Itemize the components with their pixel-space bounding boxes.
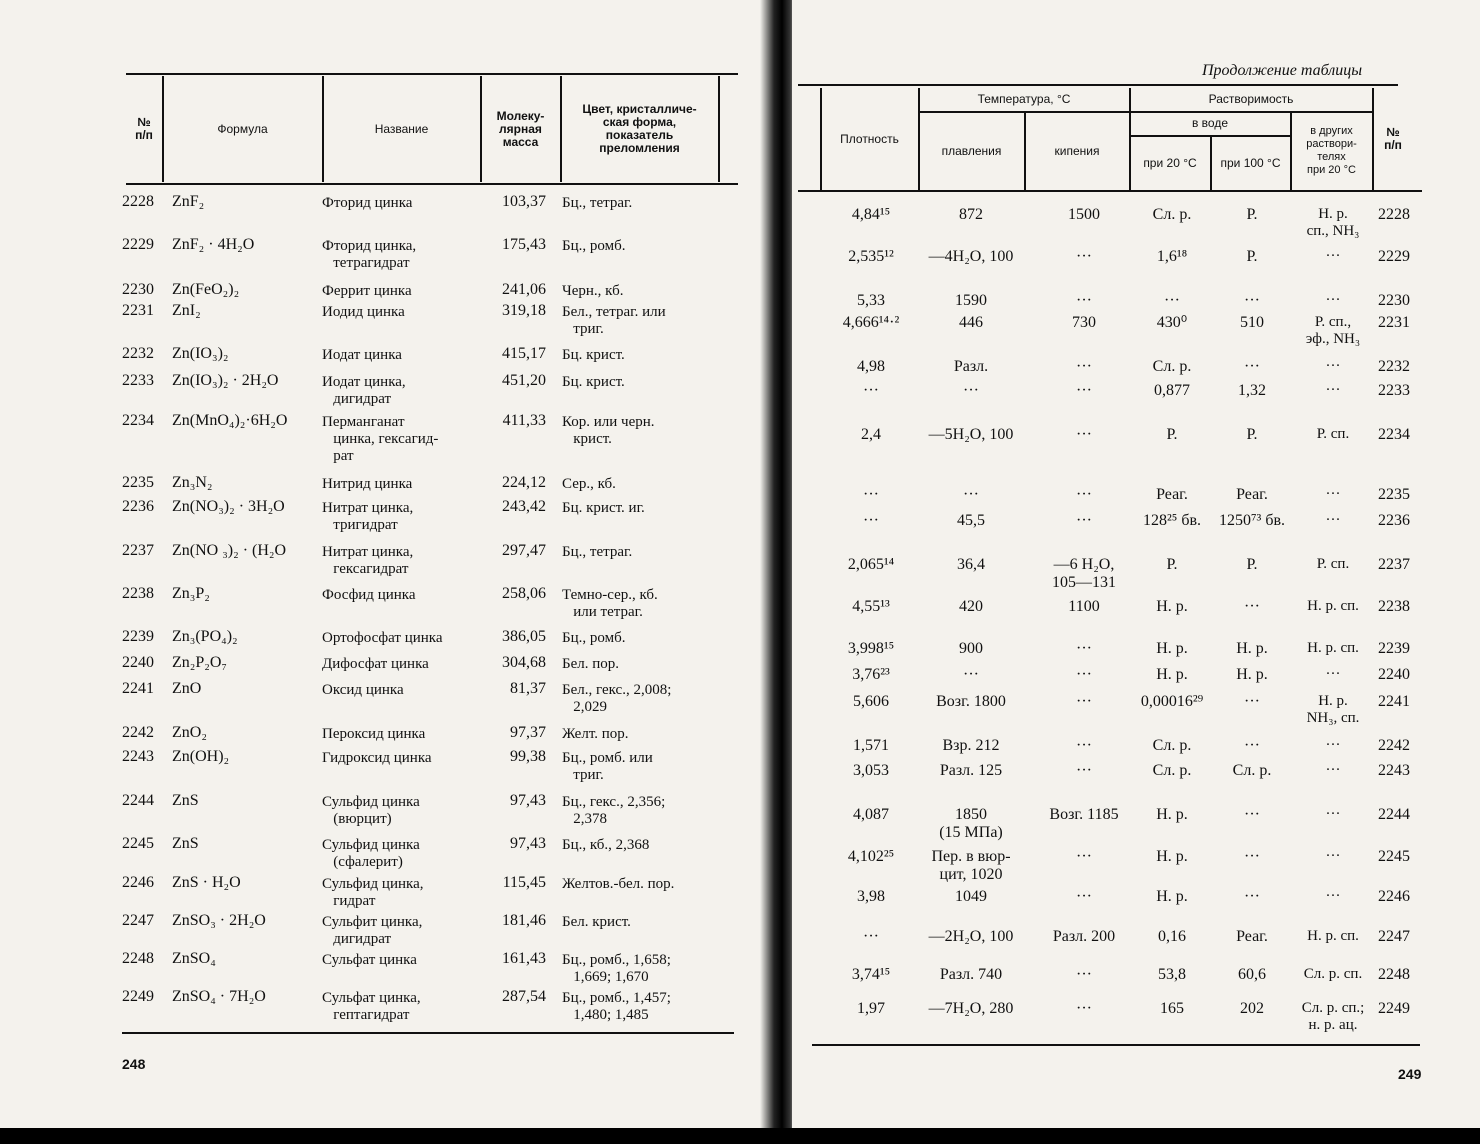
compound-name: Сульфид цинка (вюрцит)	[322, 794, 420, 827]
solubility-20: ···	[1164, 292, 1180, 309]
compound-name: Фторид цинка	[322, 195, 413, 211]
row-number: 2248	[1378, 966, 1410, 983]
solubility-20: 430⁰	[1156, 314, 1188, 331]
header-at-100: при 100 °С	[1220, 155, 1281, 170]
solubility-other: Н. р. NH₃, сп.	[1306, 693, 1360, 726]
formula: ZnF₂ · 4H₂O	[172, 236, 255, 253]
solubility-100: ···	[1244, 848, 1260, 865]
appearance: Бц., ромб., 1,457; 1,480; 1,485	[562, 990, 671, 1023]
solubility-other: ···	[1325, 358, 1341, 374]
row-number: 2238	[122, 585, 154, 602]
solubility-other: ···	[1325, 762, 1341, 778]
compound-name: Пероксид цинка	[322, 726, 426, 742]
density: 4,087	[853, 806, 889, 823]
row-number: 2237	[1378, 556, 1410, 573]
solubility-100: 60,6	[1238, 966, 1266, 983]
appearance: Бц., кб., 2,368	[562, 837, 650, 853]
solubility-100: Реаг.	[1236, 486, 1268, 503]
appearance: Бел. пор.	[562, 656, 620, 672]
molar-mass: 241,06	[502, 281, 546, 298]
compound-name: Нитрид цинка	[322, 476, 413, 492]
density: 3,98	[857, 888, 885, 905]
appearance: Сер., кб.	[562, 476, 616, 492]
row-number: 2229	[122, 236, 154, 253]
row-number: 2248	[122, 950, 154, 967]
solubility-100: Реаг.	[1236, 928, 1268, 945]
molar-mass: 81,37	[510, 680, 546, 697]
solubility-other: ···	[1325, 248, 1341, 264]
row-number: 2249	[1378, 1000, 1410, 1017]
appearance: Бел. крист.	[562, 914, 631, 930]
row-number: 2240	[1378, 666, 1410, 683]
appearance: Кор. или черн. крист.	[562, 414, 655, 447]
solubility-100: Сл. р.	[1232, 762, 1272, 779]
row-number: 2245	[1378, 848, 1410, 865]
solubility-other: ···	[1325, 848, 1341, 864]
formula: Zn(NO₃)₂ · 3H₂O	[172, 498, 285, 515]
solubility-20: Н. р.	[1156, 806, 1188, 823]
molar-mass: 161,43	[502, 950, 546, 967]
melting-point: —5H₂O, 100	[928, 426, 1014, 443]
row-number: 2228	[122, 193, 154, 210]
molar-mass: 97,43	[510, 835, 546, 852]
compound-name: Перманганат цинка, гексагид- рат	[322, 414, 439, 464]
melting-point: —4H₂O, 100	[928, 248, 1014, 265]
boiling-point: ···	[1076, 737, 1092, 754]
appearance: Черн., кб.	[562, 283, 624, 299]
appearance: Бц., тетраг.	[562, 544, 633, 560]
header-temperature: Температура, °С	[977, 92, 1071, 106]
solubility-100: ···	[1244, 292, 1260, 309]
density: 3,053	[853, 762, 889, 779]
molar-mass: 258,06	[502, 585, 546, 602]
melting-point: ···	[963, 382, 979, 399]
row-number: 2239	[122, 628, 154, 645]
solubility-100: Р.	[1246, 248, 1258, 265]
boiling-point: 1100	[1068, 598, 1100, 615]
table-bottom-rule	[812, 1044, 1420, 1046]
formula: ZnSO₄	[172, 950, 216, 967]
solubility-20: Н. р.	[1156, 640, 1188, 657]
melting-point: 45,5	[957, 512, 985, 529]
boiling-point: ···	[1076, 640, 1092, 657]
molar-mass: 411,33	[502, 412, 546, 429]
header-other-solvents: в других раствори- телях при 20 °С	[1306, 125, 1357, 176]
molar-mass: 181,46	[502, 912, 546, 929]
formula: ZnS · H₂O	[172, 874, 241, 891]
appearance: Бц. крист. иг.	[562, 500, 645, 516]
compound-name: Оксид цинка	[322, 682, 404, 698]
molar-mass: 175,43	[502, 236, 546, 253]
row-number: 2230	[122, 281, 154, 298]
row-number: 2239	[1378, 640, 1410, 657]
compound-name: Иодат цинка	[322, 347, 402, 363]
solubility-other: ···	[1325, 292, 1341, 308]
solubility-100: Н. р.	[1236, 666, 1268, 683]
solubility-other: ···	[1325, 888, 1341, 904]
row-number: 2234	[1378, 426, 1410, 443]
melting-point: Разл. 740	[939, 966, 1003, 983]
solubility-other: Сл. р. сп.; н. р. ац.	[1301, 1000, 1365, 1033]
row-number: 2249	[122, 988, 154, 1005]
density: 5,33	[857, 292, 885, 309]
density: 2,4	[861, 426, 881, 443]
solubility-100: 1,32	[1238, 382, 1266, 399]
row-number: 2244	[1378, 806, 1410, 823]
formula: Zn₃(PO₄)₂	[172, 628, 238, 645]
molar-mass: 386,05	[502, 628, 546, 645]
solubility-other: Р. сп., эф., NH₃	[1305, 314, 1361, 347]
formula: ZnSO₃ · 2H₂O	[172, 912, 266, 929]
density: ···	[863, 512, 879, 529]
header-num: № п/п	[1384, 125, 1402, 152]
boiling-point: ···	[1076, 382, 1092, 399]
solubility-100: ···	[1244, 737, 1260, 754]
row-number: 2230	[1378, 292, 1410, 309]
solubility-other: ···	[1325, 382, 1341, 398]
density: ···	[863, 486, 879, 503]
solubility-20: 0,16	[1158, 928, 1186, 945]
solubility-other: Н. р. сп., NH₃	[1306, 206, 1360, 239]
row-number: 2245	[122, 835, 154, 852]
row-number: 2236	[122, 498, 154, 515]
solubility-other: ···	[1325, 737, 1341, 753]
compound-name: Ортофосфат цинка	[322, 630, 443, 646]
compound-name: Сульфид цинка, гидрат	[322, 876, 424, 909]
boiling-point: ···	[1076, 426, 1092, 443]
density: 3,76²³	[852, 666, 890, 683]
solubility-other: Р. сп.	[1316, 556, 1350, 572]
header-in-water: в воде	[1191, 116, 1229, 130]
row-number: 2241	[122, 680, 154, 697]
row-number: 2238	[1378, 598, 1410, 615]
solubility-20: Сл. р.	[1152, 762, 1192, 779]
solubility-other: ···	[1325, 486, 1341, 502]
molar-mass: 287,54	[502, 988, 546, 1005]
molar-mass: 319,18	[502, 302, 546, 319]
row-number: 2243	[1378, 762, 1410, 779]
compound-name: Нитрат цинка, тригидрат	[322, 500, 414, 533]
boiling-point: Разл. 200	[1052, 928, 1116, 945]
appearance: Темно-сер., кб. или тетраг.	[562, 587, 658, 620]
formula: Zn(IO₃)₂	[172, 345, 229, 362]
solubility-20: 1,6¹⁸	[1156, 248, 1188, 265]
density: 4,98	[857, 358, 885, 375]
melting-point: ···	[963, 666, 979, 683]
melting-point: Пер. в вюр- цит, 1020	[931, 848, 1011, 883]
appearance: Бел., тетраг. или триг.	[562, 304, 666, 337]
appearance: Бц. крист.	[562, 374, 625, 390]
solubility-20: Сл. р.	[1152, 358, 1192, 375]
appearance: Бц. крист.	[562, 347, 625, 363]
row-number: 2240	[122, 654, 154, 671]
appearance: Бц., гекс., 2,356; 2,378	[562, 794, 666, 827]
boiling-point: ···	[1076, 966, 1092, 983]
density: 4,102²⁵	[847, 848, 895, 865]
solubility-other: Н. р. сп.	[1307, 640, 1359, 656]
boiling-point: ···	[1076, 762, 1092, 779]
table-top-rule	[126, 73, 738, 75]
formula: Zn(NO ₃)₂ · (H₂O	[172, 542, 287, 559]
solubility-other: Р. сп.	[1316, 426, 1350, 442]
row-number: 2236	[1378, 512, 1410, 529]
solubility-other: ···	[1325, 806, 1341, 822]
density: 4,84¹⁵	[851, 206, 891, 223]
appearance: Бц., ромб.	[562, 630, 626, 646]
boiling-point: ···	[1076, 486, 1092, 503]
row-number: 2232	[122, 345, 154, 362]
row-number: 2244	[122, 792, 154, 809]
solubility-other: Сл. р. сп.	[1303, 966, 1363, 982]
solubility-20: Р.	[1166, 426, 1178, 443]
boiling-point: ···	[1076, 512, 1092, 529]
row-number: 2242	[122, 724, 154, 741]
row-number: 2247	[122, 912, 154, 929]
solubility-20: 128²⁵ бв.	[1142, 512, 1202, 529]
melting-point: Взр. 212	[942, 737, 1000, 754]
melting-point: 420	[959, 598, 983, 615]
table-bottom-rule	[122, 1032, 734, 1034]
row-number: 2242	[1378, 737, 1410, 754]
solubility-100: Н. р.	[1236, 640, 1268, 657]
compound-name: Сульфид цинка (сфалерит)	[322, 837, 420, 870]
row-number: 2247	[1378, 928, 1410, 945]
melting-point: ···	[963, 486, 979, 503]
solubility-20: 0,877	[1154, 382, 1190, 399]
solubility-20: Н. р.	[1156, 848, 1188, 865]
solubility-100: ···	[1244, 358, 1260, 375]
compound-name: Гидроксид цинка	[322, 750, 432, 766]
melting-point: 1590	[955, 292, 987, 309]
density: 1,97	[857, 1000, 885, 1017]
formula: Zn₃N₂	[172, 474, 213, 491]
melting-point: 36,4	[957, 556, 985, 573]
boiling-point: —6 H₂O, 105—131	[1052, 556, 1116, 591]
row-number: 2235	[1378, 486, 1410, 503]
boiling-point: ···	[1076, 848, 1092, 865]
solubility-other: ···	[1325, 512, 1341, 528]
compound-name: Фторид цинка, тетрагидрат	[322, 238, 417, 271]
formula: ZnS	[172, 835, 199, 852]
boiling-point: ···	[1076, 358, 1092, 375]
continuation-caption: Продолжение таблицы	[1202, 62, 1363, 79]
molar-mass: 415,17	[502, 345, 546, 362]
row-number: 2231	[122, 302, 154, 319]
boiling-point: ···	[1076, 888, 1092, 905]
solubility-100: Р.	[1246, 426, 1258, 443]
right-page	[792, 0, 1480, 1128]
molar-mass: 103,37	[502, 193, 546, 210]
row-number: 2246	[1378, 888, 1410, 905]
melting-point: 1049	[955, 888, 987, 905]
formula: Zn(MnO₄)₂·6H₂O	[172, 412, 288, 429]
density: 2,065¹⁴	[847, 556, 895, 573]
formula: Zn₂P₂O₇	[172, 654, 227, 671]
header-density: Плотность	[840, 131, 899, 146]
density: 5,606	[853, 693, 889, 710]
appearance: Бц., ромб. или триг.	[562, 750, 653, 783]
formula: ZnO	[172, 680, 202, 697]
solubility-100: Р.	[1246, 556, 1258, 573]
melting-point: Разл. 125	[939, 762, 1003, 779]
solubility-100: 202	[1240, 1000, 1264, 1017]
appearance: Желт. пор.	[562, 726, 629, 742]
density: 4,55¹³	[852, 598, 890, 615]
molar-mass: 115,45	[502, 874, 546, 891]
compound-name: Иодид цинка	[322, 304, 405, 320]
table-top-rule	[798, 84, 1398, 86]
solubility-20: 53,8	[1158, 966, 1186, 983]
molar-mass: 224,12	[502, 474, 546, 491]
density: 1,571	[853, 737, 889, 754]
solubility-20: Р.	[1166, 556, 1178, 573]
boiling-point: ···	[1076, 292, 1092, 309]
melting-point: 872	[959, 206, 983, 223]
solubility-20: 165	[1160, 1000, 1184, 1017]
row-number: 2246	[122, 874, 154, 891]
solubility-other: ···	[1325, 666, 1341, 682]
boiling-point: ···	[1076, 666, 1092, 683]
density: 3,998¹⁵	[847, 640, 895, 657]
boiling-point: Возг. 1185	[1049, 806, 1119, 823]
solubility-100: 1250⁷³ бв.	[1218, 512, 1286, 529]
density: ···	[863, 382, 879, 399]
compound-name: Феррит цинка	[322, 283, 412, 299]
row-number: 2234	[122, 412, 154, 429]
solubility-100: ···	[1244, 806, 1260, 823]
formula: ZnSO₄ · 7H₂O	[172, 988, 266, 1005]
compound-name: Иодат цинка, дигидрат	[322, 374, 406, 407]
row-number: 2233	[122, 372, 154, 389]
appearance: Бц., ромб.	[562, 238, 626, 254]
col-divider	[718, 76, 720, 182]
molar-mass: 97,43	[510, 792, 546, 809]
density: 2,535¹²	[848, 248, 894, 265]
solubility-20: Н. р.	[1156, 598, 1188, 615]
appearance: Бел., гекс., 2,008; 2,029	[562, 682, 672, 715]
compound-name: Сульфат цинка, гептагидрат	[322, 990, 421, 1023]
density: 4,666¹⁴·²	[842, 314, 900, 331]
solubility-100: ···	[1244, 598, 1260, 615]
header-bottom-rule	[126, 183, 738, 185]
solubility-other: Н. р. сп.	[1307, 598, 1359, 614]
appearance: Бц., ромб., 1,658; 1,669; 1,670	[562, 952, 671, 985]
solubility-20: Сл. р.	[1152, 206, 1192, 223]
header-mass: Молеку- лярная масса	[496, 108, 545, 149]
page-number: 248	[122, 1056, 146, 1072]
compound-name: Дифосфат цинка	[322, 656, 429, 672]
solubility-20: Реаг.	[1156, 486, 1188, 503]
solubility-100: 510	[1240, 314, 1264, 331]
formula: Zn₃P₂	[172, 585, 210, 602]
melting-point: Разл.	[953, 358, 989, 375]
appearance: Бц., тетраг.	[562, 195, 633, 211]
formula: ZnS	[172, 792, 199, 809]
molar-mass: 99,38	[510, 748, 546, 765]
solubility-20: Сл. р.	[1152, 737, 1192, 754]
formula: ZnO₂	[172, 724, 207, 741]
row-number: 2229	[1378, 248, 1410, 265]
boiling-point: ···	[1076, 1000, 1092, 1017]
row-number: 2235	[122, 474, 154, 491]
header-formula: Формула	[217, 121, 268, 136]
melting-point: 900	[959, 640, 983, 657]
melting-point: 1850 (15 МПа)	[939, 806, 1003, 841]
header-color: Цвет, кристалличе- ская форма, показатель преломления	[582, 102, 697, 155]
compound-name: Сульфит цинка, дигидрат	[322, 914, 423, 947]
compound-name: Фосфид цинка	[322, 587, 416, 603]
boiling-point: ···	[1076, 693, 1092, 710]
row-number: 2233	[1378, 382, 1410, 399]
header-bottom-rule	[798, 190, 1422, 192]
solubility-20: Н. р.	[1156, 666, 1188, 683]
row-number: 2228	[1378, 206, 1410, 223]
appearance: Желтов.-бел. пор.	[562, 876, 675, 892]
boiling-point: 730	[1072, 314, 1096, 331]
row-number: 2232	[1378, 358, 1410, 375]
header-num: № п/п	[135, 115, 153, 142]
header-at-20: при 20 °С	[1143, 155, 1197, 170]
solubility-100: Р.	[1246, 206, 1258, 223]
solubility-100: ···	[1244, 693, 1260, 710]
melting-point: —2H₂O, 100	[928, 928, 1014, 945]
molar-mass: 97,37	[510, 724, 546, 741]
melting-point: Возг. 1800	[936, 693, 1006, 710]
header-name: Название	[374, 121, 429, 136]
formula: Zn(OH)₂	[172, 748, 230, 765]
melting-point: —7H₂O, 280	[928, 1000, 1014, 1017]
row-number: 2237	[122, 542, 154, 559]
molar-mass: 297,47	[502, 542, 546, 559]
melting-point: 446	[959, 314, 983, 331]
compound-name: Сульфат цинка	[322, 952, 417, 968]
solubility-20: Н. р.	[1156, 888, 1188, 905]
molar-mass: 243,42	[502, 498, 546, 515]
row-number: 2231	[1378, 314, 1410, 331]
header-melting: плавления	[941, 143, 1002, 158]
compound-name: Нитрат цинка, гексагидрат	[322, 544, 414, 577]
boiling-point: 1500	[1068, 206, 1100, 223]
solubility-other: Н. р. сп.	[1307, 928, 1359, 944]
molar-mass: 304,68	[502, 654, 546, 671]
density: ···	[863, 928, 879, 945]
formula: Zn(IO₃)₂ · 2H₂O	[172, 372, 279, 389]
formula: ZnI₂	[172, 302, 201, 319]
row-number: 2243	[122, 748, 154, 765]
density: 3,74¹⁵	[851, 966, 891, 983]
formula: ZnF₂	[172, 193, 205, 210]
molar-mass: 451,20	[502, 372, 546, 389]
header-boiling: кипения	[1054, 143, 1100, 158]
solubility-100: ···	[1244, 888, 1260, 905]
boiling-point: ···	[1076, 248, 1092, 265]
formula: Zn(FeO₂)₂	[172, 281, 240, 298]
solubility-20: 0,00016²⁹	[1140, 693, 1204, 710]
page-number: 249	[1398, 1066, 1422, 1082]
row-number: 2241	[1378, 693, 1410, 710]
header-solubility: Растворимость	[1208, 92, 1294, 106]
